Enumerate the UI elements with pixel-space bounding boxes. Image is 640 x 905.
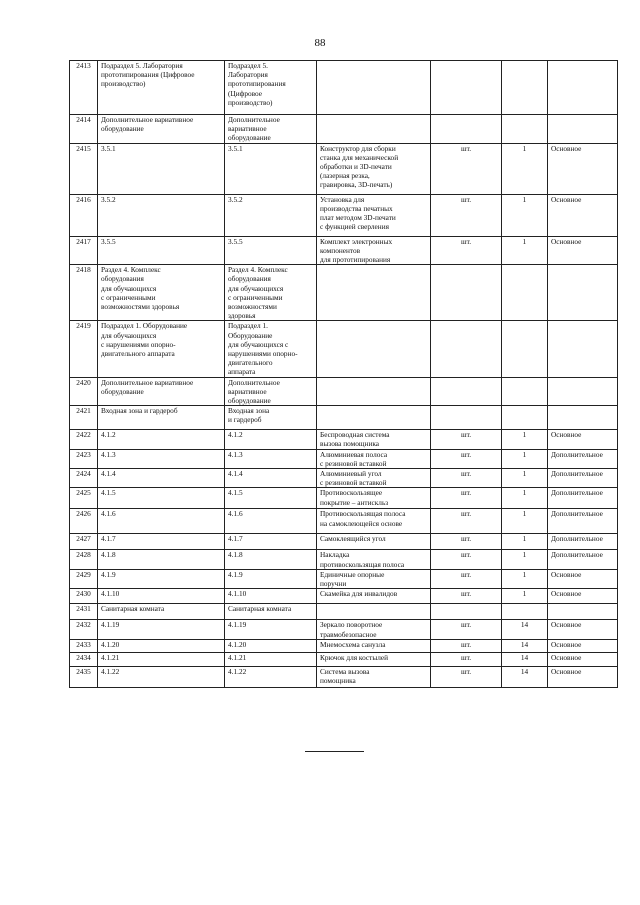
catalog-item-cell: 4.1.22 (225, 666, 317, 687)
equipment-name-cell: Противоскользящая полоса на самоклеющейся основе (317, 509, 431, 534)
row-number-cell: 2434 (70, 652, 98, 666)
program-item-cell: 4.1.10 (98, 589, 225, 604)
catalog-item-cell: 4.1.9 (225, 569, 317, 588)
row-number-cell: 2415 (70, 143, 98, 194)
table-row (70, 430, 618, 449)
equipment-name-cell: Мнемосхема санузла (317, 639, 431, 652)
equipment-type-cell: Дополнительное (548, 449, 618, 468)
equipment-name-cell: Самоклеящийся угол (317, 534, 431, 550)
table-row (70, 652, 618, 666)
row-number-cell: 2423 (70, 449, 98, 468)
unit-cell: шт. (431, 534, 502, 550)
equipment-name-cell (317, 406, 431, 430)
program-item-cell: 4.1.9 (98, 569, 225, 588)
row-number-cell: 2418 (70, 265, 98, 321)
quantity-cell: 1 (502, 194, 548, 236)
catalog-item-cell: 4.1.19 (225, 620, 317, 639)
equipment-table (69, 60, 618, 688)
table-row (70, 321, 618, 377)
table-row (70, 265, 618, 321)
program-item-cell: 4.1.2 (98, 430, 225, 449)
row-number-cell: 2433 (70, 639, 98, 652)
equipment-type-cell: Дополнительное (548, 469, 618, 488)
unit-cell (431, 321, 502, 377)
catalog-item-cell: 4.1.10 (225, 589, 317, 604)
row-number-cell: 2414 (70, 115, 98, 144)
unit-cell (431, 61, 502, 115)
table-row (70, 589, 618, 604)
quantity-cell (502, 115, 548, 144)
row-number-cell: 2420 (70, 377, 98, 406)
table-row (70, 509, 618, 534)
catalog-item-cell: Входная зона и гардероб (225, 406, 317, 430)
quantity-cell (502, 377, 548, 406)
table-row (70, 569, 618, 588)
bottom-rule (305, 751, 364, 752)
quantity-cell: 14 (502, 666, 548, 687)
quantity-cell: 1 (502, 589, 548, 604)
equipment-type-cell (548, 115, 618, 144)
catalog-item-cell: 3.5.1 (225, 143, 317, 194)
unit-cell: шт. (431, 469, 502, 488)
catalog-item-cell: 4.1.21 (225, 652, 317, 666)
quantity-cell (502, 265, 548, 321)
row-number-cell: 2429 (70, 569, 98, 588)
equipment-type-cell: Основное (548, 639, 618, 652)
quantity-cell: 1 (502, 534, 548, 550)
row-number-cell: 2417 (70, 236, 98, 265)
equipment-name-cell: Установка для производства печатных плат методом 3D-печати с функцией сверления (317, 194, 431, 236)
quantity-cell: 14 (502, 639, 548, 652)
program-item-cell: 4.1.20 (98, 639, 225, 652)
program-item-cell: 4.1.5 (98, 488, 225, 509)
equipment-name-cell (317, 265, 431, 321)
row-number-cell: 2425 (70, 488, 98, 509)
row-number-cell: 2422 (70, 430, 98, 449)
equipment-type-cell: Дополнительное (548, 550, 618, 569)
equipment-name-cell: Скамейка для инвалидов (317, 589, 431, 604)
equipment-type-cell: Дополнительное (548, 488, 618, 509)
equipment-name-cell: Накладка противоскользящая полоса (317, 550, 431, 569)
row-number-cell: 2430 (70, 589, 98, 604)
quantity-cell: 1 (502, 449, 548, 468)
catalog-item-cell: 4.1.4 (225, 469, 317, 488)
equipment-type-cell: Дополнительное (548, 534, 618, 550)
catalog-item-cell: 4.1.5 (225, 488, 317, 509)
equipment-name-cell: Беспроводная система вызова помощника (317, 430, 431, 449)
table-row (70, 666, 618, 687)
catalog-item-cell: 4.1.6 (225, 509, 317, 534)
table-row (70, 236, 618, 265)
equipment-type-cell: Основное (548, 430, 618, 449)
program-item-cell: Дополнительное вариативное оборудование (98, 377, 225, 406)
equipment-type-cell: Основное (548, 666, 618, 687)
catalog-item-cell: Дополнительное вариативное оборудование (225, 377, 317, 406)
equipment-name-cell (317, 115, 431, 144)
quantity-cell (502, 321, 548, 377)
row-number-cell: 2428 (70, 550, 98, 569)
table-row (70, 61, 618, 115)
equipment-name-cell (317, 604, 431, 620)
equipment-type-cell: Основное (548, 236, 618, 265)
equipment-type-cell (548, 265, 618, 321)
unit-cell (431, 604, 502, 620)
row-number-cell: 2427 (70, 534, 98, 550)
unit-cell (431, 115, 502, 144)
catalog-item-cell: Подраздел 5. Лаборатория прототипирования (Цифровое производство) (225, 61, 317, 115)
quantity-cell: 1 (502, 550, 548, 569)
quantity-cell: 1 (502, 569, 548, 588)
page-number: 88 (314, 37, 326, 49)
row-number-cell: 2416 (70, 194, 98, 236)
program-item-cell: Подраздел 5. Лаборатория прототипирования (Цифровое производство) (98, 61, 225, 115)
program-item-cell: 4.1.22 (98, 666, 225, 687)
unit-cell: шт. (431, 620, 502, 639)
table-row (70, 406, 618, 430)
equipment-name-cell: Конструктор для сборки станка для механической обработки и 3D-печати (лазерная резка, гравировка, 3D-печать) (317, 143, 431, 194)
catalog-item-cell: 3.5.2 (225, 194, 317, 236)
row-number-cell: 2432 (70, 620, 98, 639)
unit-cell: шт. (431, 569, 502, 588)
program-item-cell: 4.1.3 (98, 449, 225, 468)
quantity-cell: 1 (502, 236, 548, 265)
unit-cell: шт. (431, 639, 502, 652)
row-number-cell: 2426 (70, 509, 98, 534)
quantity-cell: 1 (502, 509, 548, 534)
table-body (70, 61, 618, 688)
table-row (70, 534, 618, 550)
catalog-item-cell: Дополнительное вариативное оборудование (225, 115, 317, 144)
catalog-item-cell: 4.1.8 (225, 550, 317, 569)
catalog-item-cell: 4.1.20 (225, 639, 317, 652)
unit-cell: шт. (431, 430, 502, 449)
equipment-type-cell: Дополнительное (548, 509, 618, 534)
quantity-cell: 1 (502, 143, 548, 194)
unit-cell: шт. (431, 509, 502, 534)
row-number-cell: 2424 (70, 469, 98, 488)
program-item-cell: 4.1.7 (98, 534, 225, 550)
equipment-type-cell: Основное (548, 194, 618, 236)
equipment-type-cell: Основное (548, 143, 618, 194)
table-row (70, 377, 618, 406)
quantity-cell: 1 (502, 488, 548, 509)
unit-cell: шт. (431, 589, 502, 604)
unit-cell (431, 377, 502, 406)
program-item-cell: 3.5.1 (98, 143, 225, 194)
table-row (70, 639, 618, 652)
table-row (70, 604, 618, 620)
quantity-cell (502, 61, 548, 115)
row-number-cell: 2431 (70, 604, 98, 620)
table-row (70, 449, 618, 468)
catalog-item-cell: Подраздел 1. Оборудование для обучающихся с нарушениями опорно- двигательного аппарата (225, 321, 317, 377)
table-row (70, 115, 618, 144)
quantity-cell (502, 406, 548, 430)
quantity-cell: 14 (502, 652, 548, 666)
equipment-name-cell: Зеркало поворотное травмобезопасное (317, 620, 431, 639)
program-item-cell: 4.1.21 (98, 652, 225, 666)
program-item-cell: Подраздел 1. Оборудование для обучающихся с нарушениями опорно- двигательного аппарата (98, 321, 225, 377)
equipment-type-cell (548, 406, 618, 430)
program-item-cell: 4.1.6 (98, 509, 225, 534)
row-number-cell: 2413 (70, 61, 98, 115)
equipment-name-cell (317, 377, 431, 406)
equipment-type-cell (548, 377, 618, 406)
unit-cell: шт. (431, 488, 502, 509)
equipment-name-cell: Алюминиевая полоса с резиновой вставкой (317, 449, 431, 468)
table-row (70, 143, 618, 194)
catalog-item-cell: 3.5.5 (225, 236, 317, 265)
catalog-item-cell: Санитарная комната (225, 604, 317, 620)
row-number-cell: 2435 (70, 666, 98, 687)
equipment-type-cell: Основное (548, 589, 618, 604)
catalog-item-cell: Раздел 4. Комплекс оборудования для обучающихся с ограниченными возможностями здоровья (225, 265, 317, 321)
row-number-cell: 2419 (70, 321, 98, 377)
program-item-cell: 4.1.4 (98, 469, 225, 488)
unit-cell: шт. (431, 449, 502, 468)
unit-cell: шт. (431, 143, 502, 194)
unit-cell: шт. (431, 652, 502, 666)
quantity-cell (502, 604, 548, 620)
equipment-type-cell: Основное (548, 652, 618, 666)
equipment-name-cell: Крючок для костылей (317, 652, 431, 666)
unit-cell (431, 406, 502, 430)
equipment-name-cell: Алюминиевый угол с резиновой вставкой (317, 469, 431, 488)
equipment-name-cell: Система вызова помощника (317, 666, 431, 687)
catalog-item-cell: 4.1.3 (225, 449, 317, 468)
equipment-type-cell (548, 61, 618, 115)
catalog-item-cell: 4.1.2 (225, 430, 317, 449)
equipment-type-cell: Основное (548, 620, 618, 639)
program-item-cell: 3.5.2 (98, 194, 225, 236)
program-item-cell: 4.1.19 (98, 620, 225, 639)
equipment-type-cell (548, 321, 618, 377)
table-row (70, 620, 618, 639)
equipment-name-cell: Комплект электронных компонентов для прототипирования (317, 236, 431, 265)
equipment-type-cell: Основное (548, 569, 618, 588)
row-number-cell: 2421 (70, 406, 98, 430)
equipment-type-cell (548, 604, 618, 620)
program-item-cell: Раздел 4. Комплекс оборудования для обучающихся с ограниченными возможностями здоровья (98, 265, 225, 321)
equipment-name-cell: Противоскользящее покрытие – антискльз (317, 488, 431, 509)
quantity-cell: 1 (502, 469, 548, 488)
equipment-name-cell (317, 61, 431, 115)
quantity-cell: 14 (502, 620, 548, 639)
program-item-cell: Входная зона и гардероб (98, 406, 225, 430)
unit-cell: шт. (431, 236, 502, 265)
unit-cell (431, 265, 502, 321)
catalog-item-cell: 4.1.7 (225, 534, 317, 550)
quantity-cell: 1 (502, 430, 548, 449)
unit-cell: шт. (431, 550, 502, 569)
table-row (70, 469, 618, 488)
equipment-name-cell: Единичные опорные поручни (317, 569, 431, 588)
equipment-name-cell (317, 321, 431, 377)
unit-cell: шт. (431, 194, 502, 236)
program-item-cell: 4.1.8 (98, 550, 225, 569)
program-item-cell: Санитарная комната (98, 604, 225, 620)
unit-cell: шт. (431, 666, 502, 687)
program-item-cell: 3.5.5 (98, 236, 225, 265)
table-row (70, 488, 618, 509)
table-row (70, 194, 618, 236)
table-row (70, 550, 618, 569)
program-item-cell: Дополнительное вариативное оборудование (98, 115, 225, 144)
